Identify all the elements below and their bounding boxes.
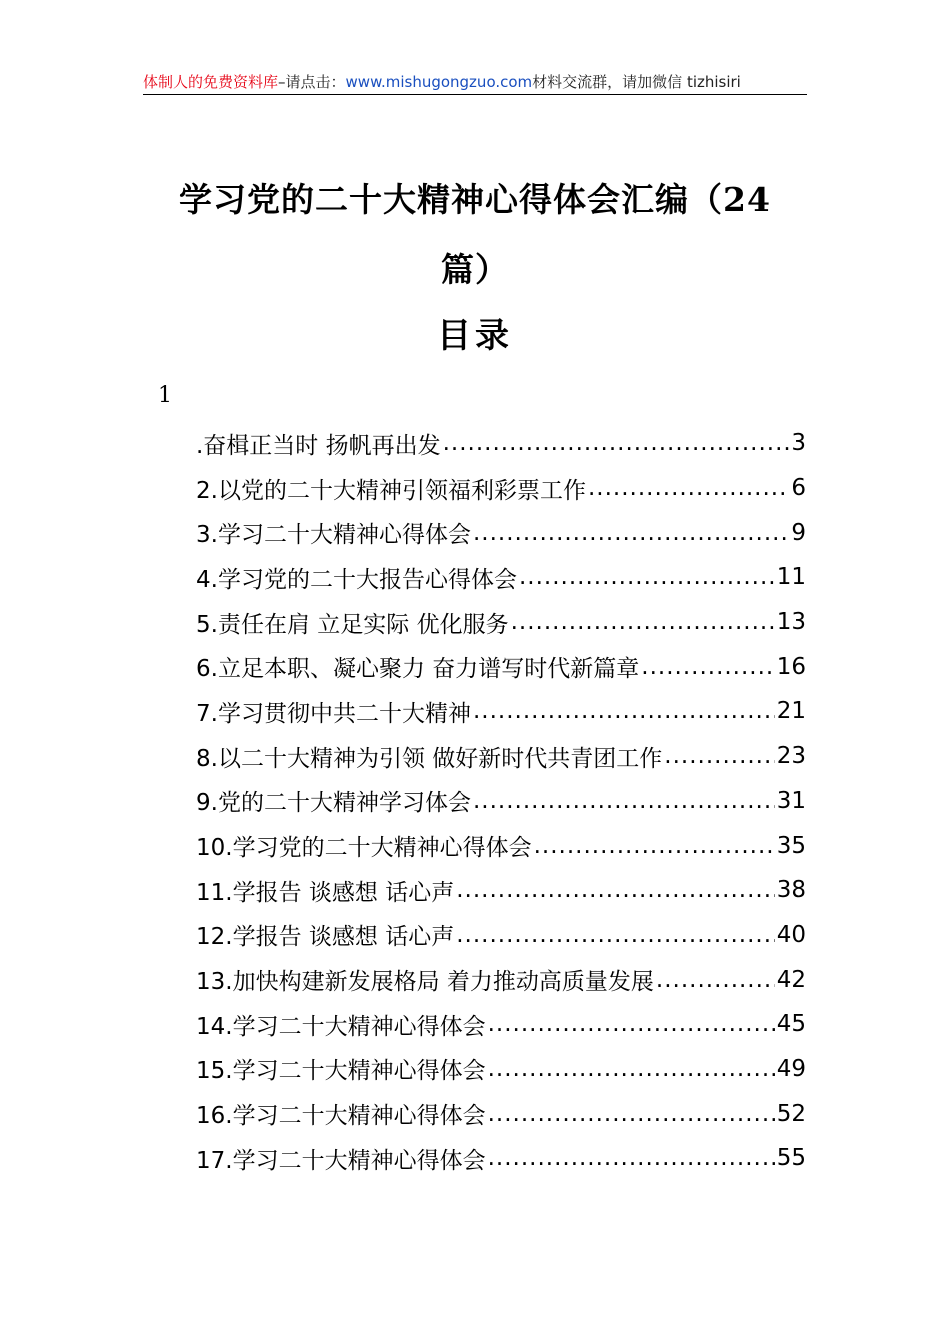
toc-entry[interactable] [196, 466, 806, 511]
toc-dot-leader [664, 743, 774, 769]
toc-dot-leader [511, 609, 775, 635]
toc-entry-page-number: 40 [776, 921, 806, 948]
toc-entry-page-number: 49 [776, 1055, 806, 1082]
toc-entry-title: 12.学报告 谈感想 话心声 [196, 924, 455, 951]
toc-entry-title: 3.学习二十大精神心得体会 [196, 522, 471, 549]
toc-entry-title: 14.学习二十大精神心得体会 [196, 1013, 486, 1040]
page-header [143, 72, 807, 94]
toc-dot-leader [456, 877, 775, 903]
toc-entry-page-number: 21 [776, 698, 806, 725]
header-click-prompt: –请点击： [278, 73, 346, 91]
toc-entry-page-number: 31 [776, 787, 806, 814]
toc-entry-page-number: 9 [791, 519, 806, 546]
document-title-line1: 学习党的二十大精神心得体会汇编（24 [179, 180, 771, 219]
header-website-link[interactable]: www.mishugongzuo.com [345, 73, 533, 91]
toc-dot-leader [488, 1101, 775, 1127]
toc-entry[interactable] [196, 868, 806, 913]
toc-entry-page-number: 52 [776, 1100, 806, 1127]
toc-entry[interactable] [196, 555, 806, 600]
toc-entry-page-number: 38 [776, 877, 806, 904]
toc-dot-leader [534, 833, 775, 859]
toc-dot-leader [641, 654, 774, 680]
header-divider [143, 94, 807, 95]
toc-entry[interactable] [196, 1136, 806, 1181]
toc-entry[interactable] [196, 644, 806, 689]
toc-entry-title: 17.学习二十大精神心得体会 [196, 1147, 486, 1174]
toc-entry-page-number: 35 [776, 832, 806, 859]
toc-entry-title: 6.立足本职、凝心聚力 奋力谱写时代新篇章 [196, 656, 640, 683]
toc-dot-leader [519, 564, 775, 590]
toc-entry[interactable] [196, 1002, 806, 1047]
toc-entry-title: 10.学习党的二十大精神心得体会 [196, 835, 532, 862]
toc-entry-title: 13.加快构建新发展格局 着力推动高质量发展 [196, 969, 654, 996]
toc-entry[interactable] [196, 1047, 806, 1092]
toc-entry-page-number: 6 [791, 475, 806, 502]
toc-dot-leader [588, 475, 789, 501]
toc-entry[interactable] [196, 1091, 806, 1136]
header-wechat-note: 材料交流群，请加微信 tizhisiri [532, 73, 741, 91]
toc-dot-leader [488, 1145, 775, 1171]
toc-entry[interactable] [196, 734, 806, 779]
table-of-contents [196, 421, 806, 1181]
toc-dot-leader [473, 788, 775, 814]
toc-entry[interactable] [196, 421, 806, 466]
toc-entry-title: 2.以党的二十大精神引领福利彩票工作 [196, 477, 586, 504]
toc-entry-page-number: 16 [776, 653, 806, 680]
document-title-line2: 篇） [441, 250, 509, 289]
toc-heading: 目录 [437, 316, 513, 356]
header-site-name: 体制人的免费资料库 [143, 73, 279, 91]
toc-entry-title: 9.党的二十大精神学习体会 [196, 790, 471, 817]
toc-stray-number: 1 [158, 383, 172, 408]
toc-entry[interactable] [196, 823, 806, 868]
toc-entry-title: 4.学习党的二十大报告心得体会 [196, 566, 517, 593]
toc-entry-page-number: 23 [776, 743, 806, 770]
toc-entry[interactable] [196, 957, 806, 1002]
toc-entry-page-number: 42 [776, 966, 806, 993]
toc-dot-leader [456, 922, 775, 948]
toc-entry-title: 7.学习贯彻中共二十大精神 [196, 700, 471, 727]
toc-dot-leader [488, 1011, 775, 1037]
toc-dot-leader [473, 520, 789, 546]
toc-entry-title: 11.学报告 谈感想 话心声 [196, 879, 455, 906]
toc-entry-page-number: 55 [776, 1145, 806, 1172]
toc-entry-page-number: 13 [776, 609, 806, 636]
toc-entry-title: 16.学习二十大精神心得体会 [196, 1103, 486, 1130]
toc-entry[interactable] [196, 779, 806, 824]
toc-dot-leader [656, 967, 775, 993]
toc-dot-leader [443, 430, 790, 456]
toc-entry-title: 8.以二十大精神为引领 做好新时代共青团工作 [196, 745, 663, 772]
toc-entry[interactable] [196, 600, 806, 645]
toc-dot-leader [488, 1056, 775, 1082]
toc-entry-page-number: 45 [776, 1011, 806, 1038]
toc-entry-title: 5.责任在肩 立足实际 优化服务 [196, 611, 509, 638]
toc-entry-page-number: 11 [776, 564, 806, 591]
toc-entry[interactable] [196, 689, 806, 734]
toc-entry[interactable] [196, 510, 806, 555]
toc-entry-title: .奋楫正当时 扬帆再出发 [196, 432, 441, 459]
toc-entry[interactable] [196, 913, 806, 958]
toc-entry-page-number: 3 [791, 430, 806, 457]
toc-dot-leader [473, 698, 775, 724]
toc-entry-title: 15.学习二十大精神心得体会 [196, 1058, 486, 1085]
